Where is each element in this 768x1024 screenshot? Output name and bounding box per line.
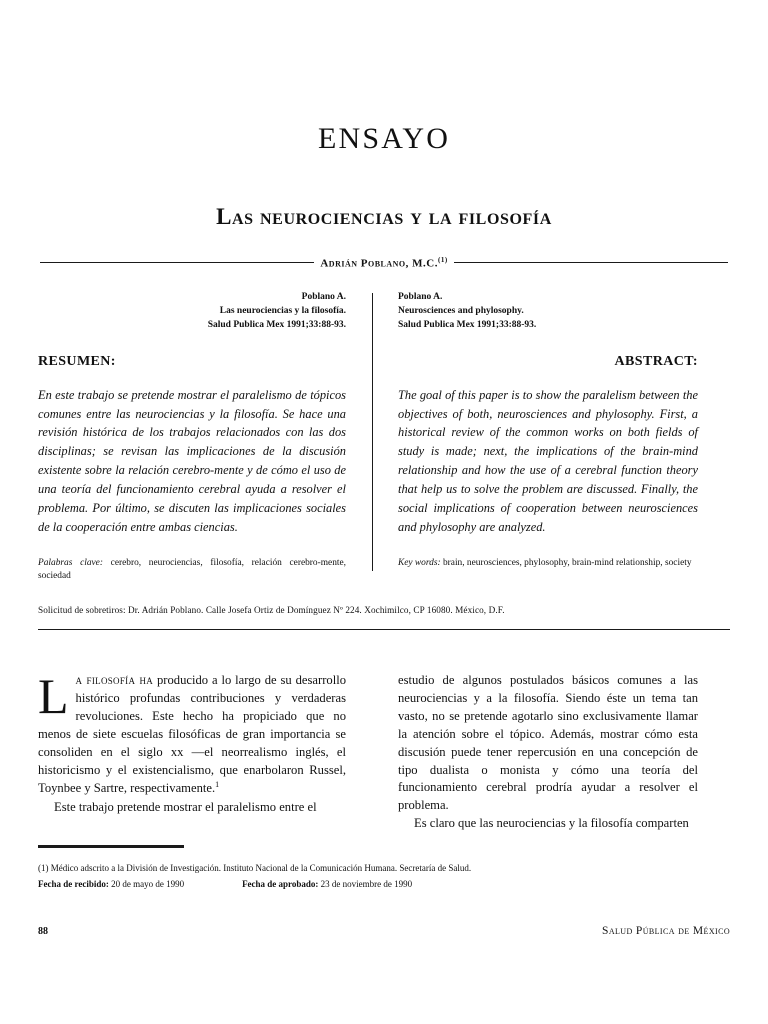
body-paragraph [38,668,346,798]
citation-spanish [38,290,346,332]
abstract-body: The goal of this paper is to show the paralelism between the objectives of both, neurosciences and phylosophy. First, a historical review of the common works on both fields of study is made; next, the implications of the brain-mind relationship and how the use of a cerebral function theory that help us to solve the problem are discussed. Finally, the social implications of cooperation between neurosciences and phylosophy are analyzed. [398,387,698,534]
keywords-english [398,557,698,570]
keywords-values: brain, neurosciences, phylosophy, brain-mind relationship, society [440,557,692,568]
keywords-values: cerebro, neurociencias, filosofía, relación cerebro-mente, sociedad [38,557,346,581]
page-number: 88 [38,926,48,937]
author-footnote-marker: (1) [437,256,448,264]
section-kicker: ENSAYO [317,122,451,155]
citation-title: Las neurociencias y la filosofía. [219,305,346,316]
reprint-request-line: Solicitud de sobretiros: Dr. Adrián Poblano. Calle Josefa Ortiz de Domínguez Nº 224. Xochimilco, CP 16080. México, D.F. [38,605,505,616]
author-name-text: Adrián Poblano, M.C. [320,257,438,270]
footnote-reference: 1 [215,780,220,790]
abstract-column-english [368,290,698,584]
body-column-right [368,672,698,833]
drop-cap: L [38,668,69,725]
footnote-dates [38,878,730,892]
body-paragraph: estudio de algunos postulados básicos comunes a las neurociencias y a la filosofía. Siendo éste un tema tan vasto, no se pretende agotarlo sino exclusivamente llamar la atención sobre el tópico. Además, mostrar cómo esta discusión puede tener repercusión en una concepción de tipo dualista o monista y cómo una teoría del funcionamiento cerebral prodría ayudar a resolver el problema. [398,673,698,813]
received-label: Fecha de recibido: [38,878,109,889]
article-body [38,668,730,833]
author-name [314,256,453,270]
page-content-area [38,0,730,1024]
footnote-affiliation: (1) Médico adscrito a la División de Investigación. Instituto Nacional de la Comunicación Humana. Secretaría de Salud. [38,863,472,873]
body-paragraph: Es claro que las neurociencias y la filosofía comparten [414,816,689,831]
page-title: Las neurociencias y la filosofía [216,204,552,229]
abstract-heading: ABSTRACT: [614,353,698,369]
citation-author: Poblano A. [398,291,443,302]
journal-name: Salud Pública de México [602,925,730,937]
footnote-block [38,862,730,892]
received-value: 20 de mayo de 1990 [108,878,185,889]
byline [38,256,730,270]
keywords-label: Palabras clave: [38,557,103,568]
body-paragraph: Este trabajo pretende mostrar el paralelismo entre el [54,799,317,814]
approved-label: Fecha de aprobado: [242,878,319,889]
citation-author: Poblano A. [301,291,346,302]
body-column-left [38,668,368,833]
footnote-rule [38,845,184,848]
section-rule [38,629,730,630]
citation-source: Salud Publica Mex 1991;33:88-93. [398,319,537,330]
byline-rule-right [454,262,728,263]
resumen-body: En este trabajo se pretende mostrar el paralelismo de tópicos comunes entre las neurociencias y la filosofía. Se hace una revisión histórica de los trabajos relacionados con las dos disciplinas; se revisan las implicaciones de la discusión existente sobre la relación cerebro-mente y de cómo el uso de una teoría del funcionamiento cerebral ayuda a resolver el problema. Por último, se discuten las implicaciones sociales de la cooperación entre ambas ciencias. [38,387,346,534]
citation-english [398,290,698,332]
resumen-heading: RESUMEN: [38,353,116,369]
byline-rule-left [40,262,314,263]
citation-title: Neurosciences and phylosophy. [398,305,524,316]
abstract-column-spanish [38,290,368,584]
approved-value: 23 de noviembre de 1990 [318,878,413,889]
abstract-column-divider [372,293,373,571]
keywords-spanish [38,557,346,584]
keywords-label: Key words: [398,557,441,568]
abstract-section [38,290,730,584]
body-text: producido a lo largo de su desarrollo histórico profundas contribuciones y verdaderas revoluciones. Este hecho ha propiciado que no menos de siete escuelas filosóficas de gran importancia se consoliden en el siglo xx —el neorrealismo inglés, el historicismo y el existencialismo, que enarbolaron Russel, Toynbee y Sartre, respectivamente. [38,673,346,796]
lead-smallcaps: a filosofía ha [75,673,154,688]
page-footer [38,925,730,937]
citation-source: Salud Publica Mex 1991;33:88-93. [207,319,346,330]
